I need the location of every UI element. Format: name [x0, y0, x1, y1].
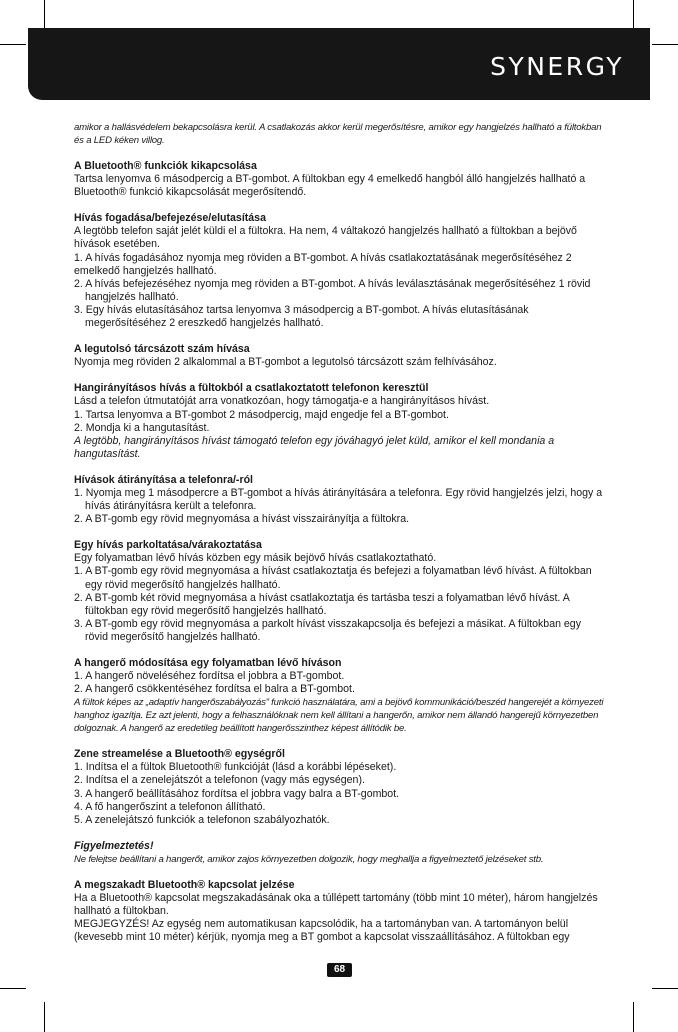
section-call-hold	[74, 539, 604, 644]
section-title: A Bluetooth® funkciók kikapcsolása	[74, 160, 257, 172]
section-bt-off	[74, 160, 604, 199]
note: A legtöbb, hangirányításos hívást támogató telefon egy jóváhagyó jelet küld, amikor el kell mondania a hangutasítást.	[74, 434, 555, 460]
section-title: A megszakadt Bluetooth® kapcsolat jelzése	[74, 878, 295, 891]
crop-mark	[633, 1002, 634, 1032]
section-title: Hívás fogadása/befejezése/elutasítása	[74, 212, 266, 225]
section-title: Zene streamelése a Bluetooth® egységről	[74, 748, 285, 761]
section-voice-dial	[74, 382, 604, 461]
list-item: 5. A zenelejátszó funkciók a telefonon szabályozhatók.	[74, 813, 330, 826]
crop-mark	[44, 1002, 45, 1032]
list-item: 2. Mondja ki a hangutasítást.	[74, 421, 210, 434]
paragraph: Egy folyamatban lévő hívás közben egy másik bejövő hívás csatlakoztatható.	[74, 552, 437, 565]
paragraph: Ha a Bluetooth® kapcsolat megszakadásának oka a túllépett tartomány (több mint 10 méter), három hangjelzés hallható a fültokban.	[74, 892, 598, 918]
section-title: A hangerő módosítása egy folyamatban lévő híváson	[74, 657, 342, 669]
list-item: 2. A hívás befejezéséhez nyomja meg röviden a BT-gombot. A hívás leválasztásának megerősítéséhez 1 rövid hangjelzés hallható.	[74, 277, 591, 303]
paragraph: 1. A hívás fogadásához nyomja meg röviden a BT-gombot. A hívás csatlakoztatásának megerősítéséhez 2 emelkedő hangjelzés hallható.	[74, 251, 572, 277]
list-item: 4. A fő hangerőszint a telefonon állítható.	[74, 800, 266, 813]
page-number: 68	[327, 963, 352, 977]
section-lost-connection	[74, 879, 604, 944]
list-item: 3. A BT-gomb egy rövid megnyomása a parkolt hívást visszakapcsolja és befejezi a másikat. A fültokban egy rövid megerősítő hangjelzés hallható.	[74, 617, 581, 643]
brand-logo: SYNERGY	[490, 52, 624, 81]
list-item: 1. A hangerő növeléséhez fordítsa el jobbra a BT-gombot.	[74, 670, 345, 683]
list-item: 3. Egy hívás elutasításához tartsa lenyomva 3 másodpercig a BT-gombot. A hívás elutasításának megerősítéséhez 2 ereszkedő hangjelzés hallható.	[74, 303, 529, 330]
note: A fültok képes az „adaptív hangerőszabályozás” funkció használatára, ami a bejövő kommunikáció/beszéd hangerejét a környezeti hanghoz igazítja. Ez azt jelenti, hogy a felhasználóknak nem kell állítani a hangerőn, amikor nem állandó hangerejű környezetben dolgoznak. A hangerő az eredetileg beállított hangerősszinthez képest állítódik be.	[74, 697, 604, 735]
page-content	[74, 121, 604, 957]
intro-text: amikor a hallásvédelem bekapcsolásra kerül. A csatlakozás akkor kerül megerősítésre, amikor egy hangjelzés hallható a fültokban és a LED kéken villog.	[74, 122, 602, 146]
section-title: Hangirányításos hívás a fültokból a csatlakoztatott telefonon keresztül	[74, 382, 429, 395]
section-title: A legutolsó tárcsázott szám hívása	[74, 343, 250, 356]
list-item: 1. Nyomja meg 1 másodpercre a BT-gombot a hívás átirányítására a telefonra. Egy rövid hangjelzés jelzi, hogy a hívás átirányításra került a telefonra.	[74, 486, 603, 513]
list-item: 1. A BT-gomb egy rövid megnyomása a hívást csatlakoztatja és befejezi a folyamatban lévő hívást. A fültokban egy rövid megerősítő hangjelzés hallható.	[74, 565, 592, 591]
list-item: 2. Indítsa el a zenelejátszót a telefonon (vagy más egységen).	[74, 774, 365, 787]
crop-mark	[44, 0, 45, 30]
list-item: 1. Tartsa lenyomva a BT-gombot 2 másodpercig, majd engedje fel a BT-gombot.	[74, 408, 449, 421]
paragraph: Lásd a telefon útmutatóját arra vonatkozóan, hogy támogatja-e a hangirányításos hívást.	[74, 395, 490, 408]
section-title: Figyelmeztetés!	[74, 839, 154, 852]
section-title: Egy hívás parkoltatása/várakoztatása	[74, 539, 262, 552]
paragraph: Tartsa lenyomva 6 másodpercig a BT-gombot. A fültokban egy 4 emelkedő hangból álló hangjelzés hallható a Bluetooth® funkció kikapcsolását megerősítendő.	[74, 173, 586, 199]
section-title: Hívások átirányítása a telefonra/-ról	[74, 473, 253, 486]
section-transfer	[74, 474, 604, 526]
list-item: 2. A BT-gomb egy rövid megnyomása a hívást visszairányítja a fültokra.	[74, 513, 410, 526]
crop-mark	[0, 44, 26, 45]
section-volume	[74, 657, 604, 735]
section-warning	[74, 840, 604, 866]
crop-mark	[652, 44, 678, 45]
section-streaming	[74, 748, 604, 827]
header-band	[28, 28, 650, 100]
paragraph: Ne felejtse beállítani a hangerőt, amikor zajos környezetben dolgozik, hogy meghallja a figyelmeztető jelzéseket stb.	[74, 853, 544, 865]
crop-mark	[633, 0, 634, 30]
section-redial	[74, 343, 604, 369]
crop-mark	[652, 988, 678, 989]
paragraph: Nyomja meg röviden 2 alkalommal a BT-gombot a legutolsó tárcsázott szám felhívásához.	[74, 356, 497, 369]
crop-mark	[0, 988, 26, 989]
list-item: 2. A BT-gomb két rövid megnyomása a hívást csatlakoztatja és tartásba teszi a folyamatban lévő hívást. A fültokban egy rövid megerősítő hangjelzés hallható.	[74, 591, 570, 617]
intro-paragraph	[74, 121, 604, 147]
list-item: 2. A hangerő csökkentéséhez fordítsa el balra a BT-gombot.	[74, 683, 355, 696]
list-item: 3. A hangerő beállításához fordítsa el jobbra vagy balra a BT-gombot.	[74, 787, 400, 800]
section-call-handling	[74, 212, 604, 330]
paragraph: A legtöbb telefon saját jelét küldi el a fültokra. Ha nem, 4 váltakozó hangjelzés hallható a fültokban a bejövő hívások esetében.	[74, 225, 577, 251]
list-item: 1. Indítsa el a fültok Bluetooth® funkcióját (lásd a korábbi lépéseket).	[74, 761, 397, 774]
paragraph: MEGJEGYZÉS! Az egység nem automatikusan kapcsolódik, ha a tartományban van. A tartományon belül (kevesebb mint 10 méter) kérjük, nyomja meg a BT gombot a kapcsolat visszaállításához. A fültokban egy	[74, 918, 570, 944]
